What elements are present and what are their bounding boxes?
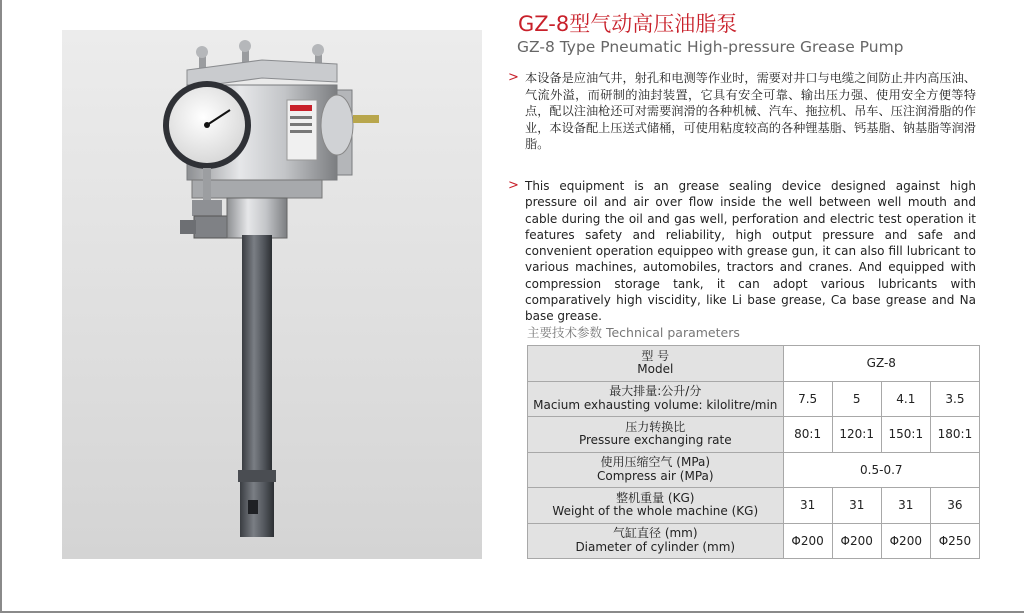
table-row (528, 452, 980, 488)
param-label-en: Macium exhausting volume: kilolitre/min (533, 397, 778, 412)
param-value: 5 (832, 381, 881, 417)
param-value: 180:1 (930, 417, 979, 453)
param-value: Φ250 (930, 523, 979, 559)
table-row (528, 488, 980, 524)
param-label-en: Model (637, 362, 674, 377)
product-photo (62, 30, 482, 559)
description-english (508, 178, 976, 325)
param-value: 120:1 (832, 417, 881, 453)
param-value: 31 (881, 488, 930, 524)
grease-pump-illustration (62, 30, 482, 559)
description-chinese-text: 本设备是应油气井，射孔和电测等作业时，需要对井口与电缆之间防止井内高压油、气流外溢，而研制的油封装置，它具有安全可靠、输出压力强、使用安全方便等特点，配以注油枪还可对需要润滑的各种机械、汽车、拖拉机、吊车、压注润滑脂的作业，本设备配上压送式储桶，可使用粘度较高的各种锂基脂、钙基脂、钠基脂等润滑脂。 (525, 71, 976, 151)
table-row (528, 381, 980, 417)
param-value: 4.1 (881, 381, 930, 417)
bullet-arrow-icon: > (508, 178, 519, 193)
param-label (528, 452, 784, 488)
param-value: Φ200 (881, 523, 930, 559)
param-value: 150:1 (881, 417, 930, 453)
description-chinese (508, 70, 976, 153)
param-label-en: Weight of the whole machine (KG) (552, 504, 759, 519)
param-value: 3.5 (930, 381, 979, 417)
params-heading: 主要技术参数 Technical parameters (527, 325, 740, 340)
param-label-cn: 整机重量 (KG) (616, 490, 695, 505)
param-value: 80:1 (783, 417, 832, 453)
table-row (528, 523, 980, 559)
technical-parameters-table (527, 345, 980, 559)
description-english-text: This equipment is an grease sealing device designed against high pressure oil and air over flow inside the well between well mouth and cable during the oil and gas well, perforation and electric test operation it features safety and reliability, high output pressure and safe and convenient operation equippeo with grease gun, it can also fill lubricant to various machines, automobiles, tractors and cranes. And equipped with compression storage tank, it can adopt various lubricants with comparatively high viscidity, like Li base grease, Ca base grease and Na base grease. (525, 179, 976, 324)
param-label-cn: 型 号 (641, 348, 670, 363)
param-label-en: Pressure exchanging rate (578, 433, 732, 448)
param-label-en: Compress air (MPa) (596, 468, 714, 483)
title-english: GZ-8 Type Pneumatic High-pressure Grease Pump (517, 38, 904, 56)
param-value: GZ-8 (783, 346, 979, 382)
param-label (528, 381, 784, 417)
param-label-en: Diameter of cylinder (mm) (575, 539, 736, 554)
param-label (528, 523, 784, 559)
param-label (528, 417, 784, 453)
param-value: 31 (783, 488, 832, 524)
param-label (528, 346, 784, 382)
param-value: Φ200 (783, 523, 832, 559)
param-label-cn: 最大排量:公升/分 (609, 384, 702, 399)
table-row (528, 417, 980, 453)
param-label (528, 488, 784, 524)
param-label-cn: 气缸直径 (mm) (613, 526, 698, 541)
param-value: 36 (930, 488, 979, 524)
table-row (528, 346, 980, 382)
param-label-cn: 使用压缩空气 (MPa) (600, 455, 711, 470)
bullet-arrow-icon: > (508, 70, 519, 85)
param-value: 0.5-0.7 (783, 452, 979, 488)
param-value: 7.5 (783, 381, 832, 417)
param-label-cn: 压力转换比 (625, 419, 686, 434)
title-chinese: GZ-8型气动高压油脂泵 (518, 12, 738, 36)
param-value: 31 (832, 488, 881, 524)
param-value: Φ200 (832, 523, 881, 559)
